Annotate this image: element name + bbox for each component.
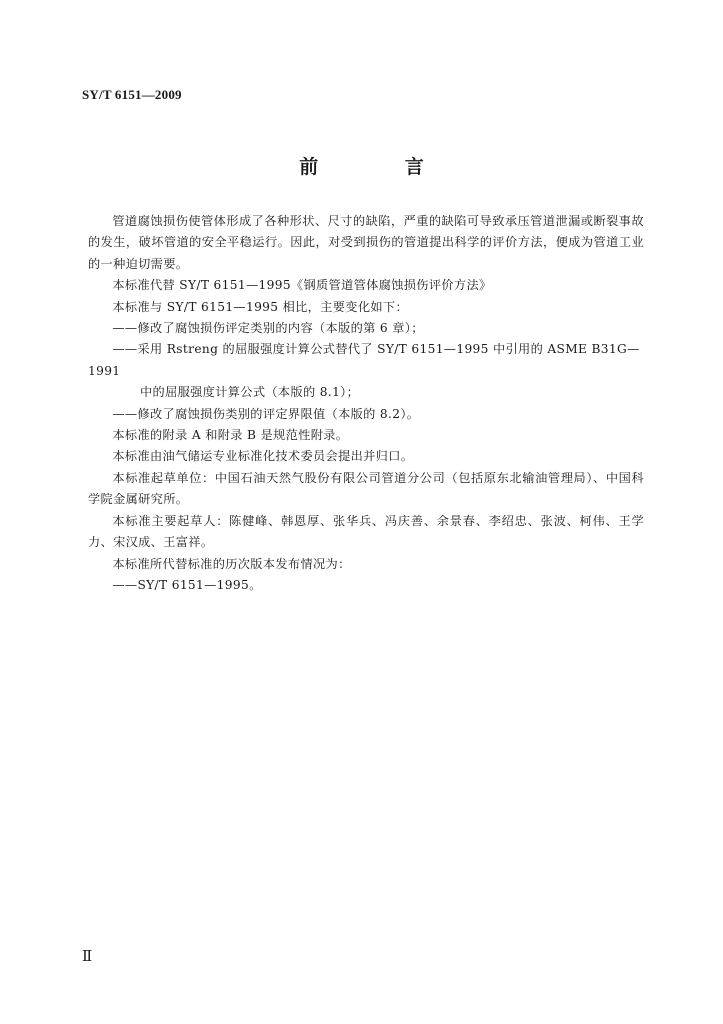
page-title: 前 言 bbox=[299, 156, 464, 178]
foreword-body bbox=[88, 211, 644, 596]
page-number: Ⅱ bbox=[82, 949, 94, 965]
proposer-paragraph: 本标准由油气储运专业标准化技术委员会提出并归口。 bbox=[112, 449, 414, 464]
intro-paragraph: 管道腐蚀损伤使管体形成了各种形状、尺寸的缺陷，严重的缺陷可导致承压管道泄漏或断裂事故的发生，破坏管道的安全平稳运行。因此，对受到损伤的管道提出科学的评价方法，便成为管道工业的一种迫切需要。 bbox=[88, 214, 644, 271]
history-intro-paragraph: 本标准所代替标准的历次版本发布情况为： bbox=[112, 556, 351, 571]
change-item-1: ——修改了腐蚀损伤评定类别的内容（本版的第 6 章）； bbox=[112, 321, 424, 336]
drafters-paragraph: 本标准主要起草人：陈健峰、韩恩厚、张华兵、冯庆善、余景春、李绍忠、张波、柯伟、王学力、宋汉成、王富祥。 bbox=[88, 513, 644, 550]
history-item: ——SY/T 6151—1995。 bbox=[112, 577, 262, 592]
change-item-3: ——修改了腐蚀损伤类别的评定界限值（本版的 8.2）。 bbox=[112, 406, 420, 421]
replacement-paragraph: 本标准代替 SY/T 6151—1995《钢质管道管体腐蚀损伤评价方法》 bbox=[112, 278, 492, 293]
change-item-2-continuation: 中的屈服强度计算公式（本版的 8.1）； bbox=[140, 385, 360, 400]
standard-code-header: SY/T 6151—2009 bbox=[82, 87, 182, 102]
change-item-2: ——采用 Rstreng 的屈服强度计算公式替代了 SY/T 6151—1995 中引用的 ASME B31G—1991 bbox=[88, 342, 640, 378]
drafting-units-paragraph: 本标准起草单位：中国石油天然气股份有限公司管道分公司（包括原东北输油管理局）、中国科学院金属研究所。 bbox=[88, 470, 644, 507]
appendix-paragraph: 本标准的附录 A 和附录 B 是规范性附录。 bbox=[112, 428, 349, 443]
changes-intro-paragraph: 本标准与 SY/T 6151—1995 相比，主要变化如下： bbox=[112, 299, 408, 314]
